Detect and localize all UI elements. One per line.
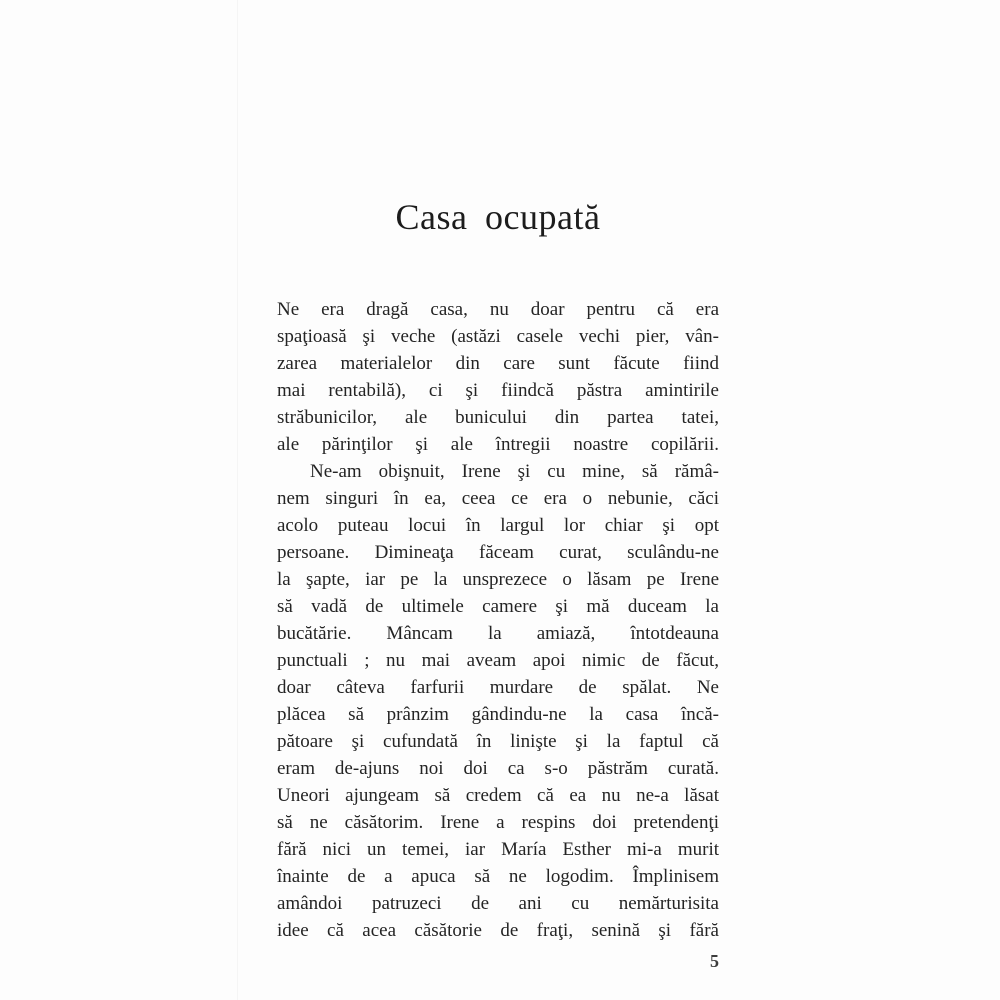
text-line: zarea materialelor din care sunt făcute fiind [277,353,719,374]
text-line: să ne căsătorim. Irene a respins doi pretendenţi [277,812,719,833]
text-line: fără nici un temei, iar María Esther mi-a murit [277,839,719,860]
text-line: ale părinţilor şi ale întregii noastre copilării. [277,434,719,455]
text-line: doar câteva farfurii murdare de spălat. Ne [277,677,719,698]
text-line: Uneori ajungeam să credem că ea nu ne-a lăsat [277,785,719,806]
text-line: nem singuri în ea, ceea ce era o nebunie, căci [277,488,719,509]
text-line: Ne-am obişnuit, Irene şi cu mine, să rămâ- [310,461,719,482]
text-line: spaţioasă şi veche (astăzi casele vechi pier, vân- [277,326,719,347]
text-line: plăcea să prânzim gândindu-ne la casa încă- [277,704,719,725]
text-line: acolo puteau locui în largul lor chiar şi opt [277,515,719,536]
text-line: punctuali ; nu mai aveam apoi nimic de făcut, [277,650,719,671]
text-line: eram de-ajuns noi doi ca s-o păstrăm curată. [277,758,719,779]
text-line: mai rentabilă), ci şi fiindcă păstra amintirile [277,380,719,401]
body-text [277,296,719,944]
text-line: persoane. Dimineaţa făceam curat, sculându-ne [277,542,719,563]
text-line: străbunicilor, ale bunicului din partea tatei, [277,407,719,428]
text-line: idee că acea căsătorie de fraţi, senină şi fără [277,920,719,941]
chapter-title: Casa ocupată [395,197,601,237]
scan-edge-line [237,0,238,1000]
text-line: pătoare şi cufundată în linişte şi la faptul că [277,731,719,752]
text-line: Ne era dragă casa, nu doar pentru că era [277,299,719,320]
text-line: amândoi patruzeci de ani cu nemărturisita [277,893,719,914]
text-line: la şapte, iar pe la unsprezece o lăsam pe Irene [277,569,719,590]
text-line: bucătărie. Mâncam la amiază, întotdeauna [277,623,719,644]
text-line: să vadă de ultimele camere şi mă duceam la [277,596,719,617]
text-line: înainte de a apuca să ne logodim. Împlinisem [277,866,719,887]
page-number: 5 [710,951,719,971]
